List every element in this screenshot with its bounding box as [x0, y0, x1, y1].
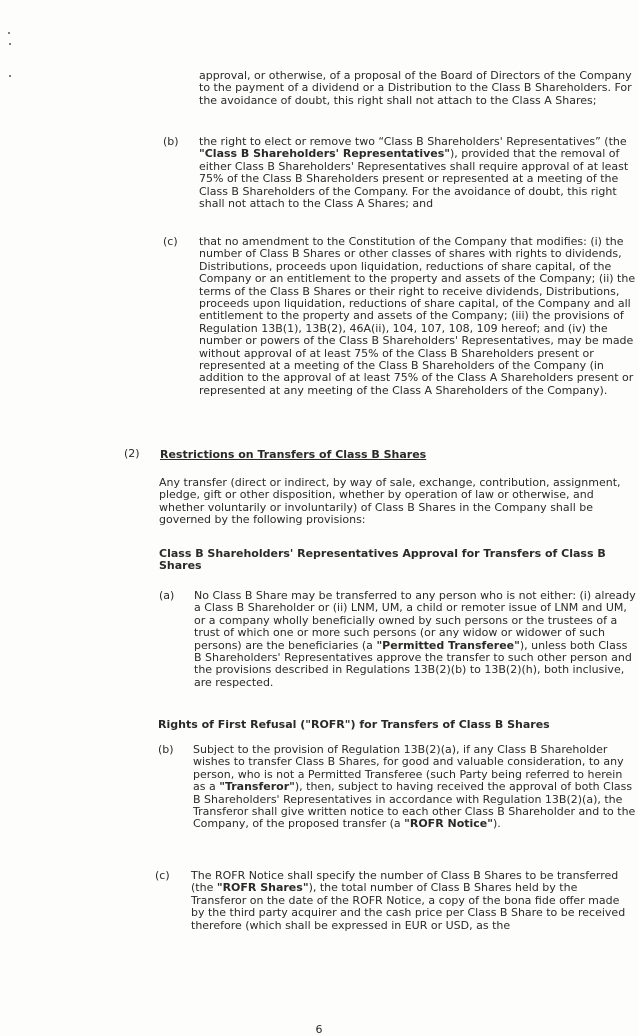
item-b-text-pre: the right to elect or remove two “Class B Shareholders' Representatives” (the [199, 135, 627, 148]
defined-term-representatives: "Class B Shareholders' Representatives" [199, 147, 451, 161]
rofr-b-text-post: ). [493, 817, 501, 831]
rofr-c-text-pre: The ROFR Notice shall specify the number of Class B Shares to be transferred (the [191, 869, 619, 895]
rofr-c-text-post: ), the total number of Class B Shares held by the Transferor on the date of the ROFR Notice, a copy of the bona fide offer made by the third party acquirer and the cash price per Class B Share to be received therefore (which shall be expressed in EUR or USD, as the [191, 881, 626, 932]
defined-term-permitted-transferee: "Permitted Transferee" [376, 638, 520, 652]
approval-heading: Class B Shareholders' Representatives Approval for Transfers of Class B Shares [159, 547, 606, 573]
item-a-label: (a) [159, 589, 175, 602]
rofr-b-text [193, 744, 636, 831]
rofr-heading: Rights of First Refusal ("ROFR") for Transfers of Class B Shares [158, 718, 550, 731]
rofr-c-label: (c) [155, 869, 170, 882]
scan-speck [9, 75, 11, 77]
section-2-heading: Restrictions on Transfers of Class B Shares [160, 448, 427, 461]
item-b-text-post: ), provided that the removal of either Class B Shareholders' Representatives shall require approval of at least 75% of the Class B Shareholders present or represented at a meeting of the Class B Shareholders of the Company. For the avoidance of doubt, this right shall not attach to the Class A Shares; and [199, 147, 629, 211]
item-b-label: (b) [163, 135, 179, 148]
item-a-text [194, 590, 636, 689]
defined-term-rofr-shares: "ROFR Shares" [216, 881, 309, 895]
defined-term-rofr-notice: "ROFR Notice" [404, 817, 493, 831]
scan-speck [8, 32, 10, 34]
rofr-b-text-pre: Subject to the provision of Regulation 13B(2)(a), if any Class B Shareholder wishes to transfer Class B Shares, for good and valuable consideration, to any person, who is not a Permitted Transferee (such Party being referred to herein as a [193, 743, 624, 794]
carryover-paragraph: approval, or otherwise, of a proposal of the Board of Directors of the Company to the payment of a dividend or a Distribution to the Class B Shareholders. For the avoidance of doubt, this right shall not attach to the Class A Shares; [199, 69, 632, 107]
item-a-text-pre: No Class B Share may be transferred to any person who is not either: (i) already a Class B Shareholder or (ii) LNM, UM, a child or remoter issue of LNM and UM, or a company wholly beneficially owned by such persons or the trustees of a trust of which one or more such persons (or any widow or widower of such persons) are the beneficiaries (a [194, 589, 636, 652]
item-c-text: that no amendment to the Constitution of the Company that modifies: (i) the number of Class B Shares or other classes of shares with rights to dividends, Distributions, proceeds upon liquidation, reductions of share capital, of the Company or an entitlement to the property and assets of the Company; (ii) the terms of the Class B Shares or their right to receive dividends, Distributions, proceeds upon liquidation, reductions of share capital, of the Company and all entitlement to the property and assets of the Company; (iii) the provisions of Regulation 13B(1), 13B(2), 46A(ii), 104, 107, 108, 109 hereof; and (iv) the number or powers of the Class B Shareholders' Representatives, may be made without approval of at least 75% of the Class B Shareholders present or represented at a meeting of the Class B Shareholders of the Company (in addition to the approval of at least 75% of the Class A Shareholders present or represented at any meeting of the Class A Shareholders of the Company). [199, 235, 636, 397]
item-a-text-post: ), unless both Class B Shareholders' Representatives approve the transfer to such other person and the provisions described in Regulations 13B(2)(b) to 13B(2)(h), both inclusive, are respected. [194, 638, 632, 689]
section-2-intro: Any transfer (direct or indirect, by way of sale, exchange, contribution, assignment, pledge, gift or other disposition, whether by operation of law or otherwise, and whether voluntarily or involuntarily) of Class B Shares in the Company shall be governed by the following provisions: [159, 476, 621, 527]
item-c-label: (c) [163, 235, 178, 248]
rofr-b-text-mid: ), then, subject to having received the approval of both Class B Shareholders' Representatives in accordance with Regulation 13B(2)(a), the Transferor shall give written notice to each other Class B Shareholder and to the Company, of the proposed transfer (a [193, 780, 636, 831]
rofr-c-text [191, 870, 636, 932]
item-b-text [199, 136, 636, 210]
defined-term-transferor: "Transferor" [219, 780, 295, 794]
scan-speck [9, 43, 11, 45]
page-number: 6 [315, 1023, 323, 1036]
section-2-label: (2) [124, 447, 140, 460]
rofr-b-label: (b) [158, 743, 174, 756]
